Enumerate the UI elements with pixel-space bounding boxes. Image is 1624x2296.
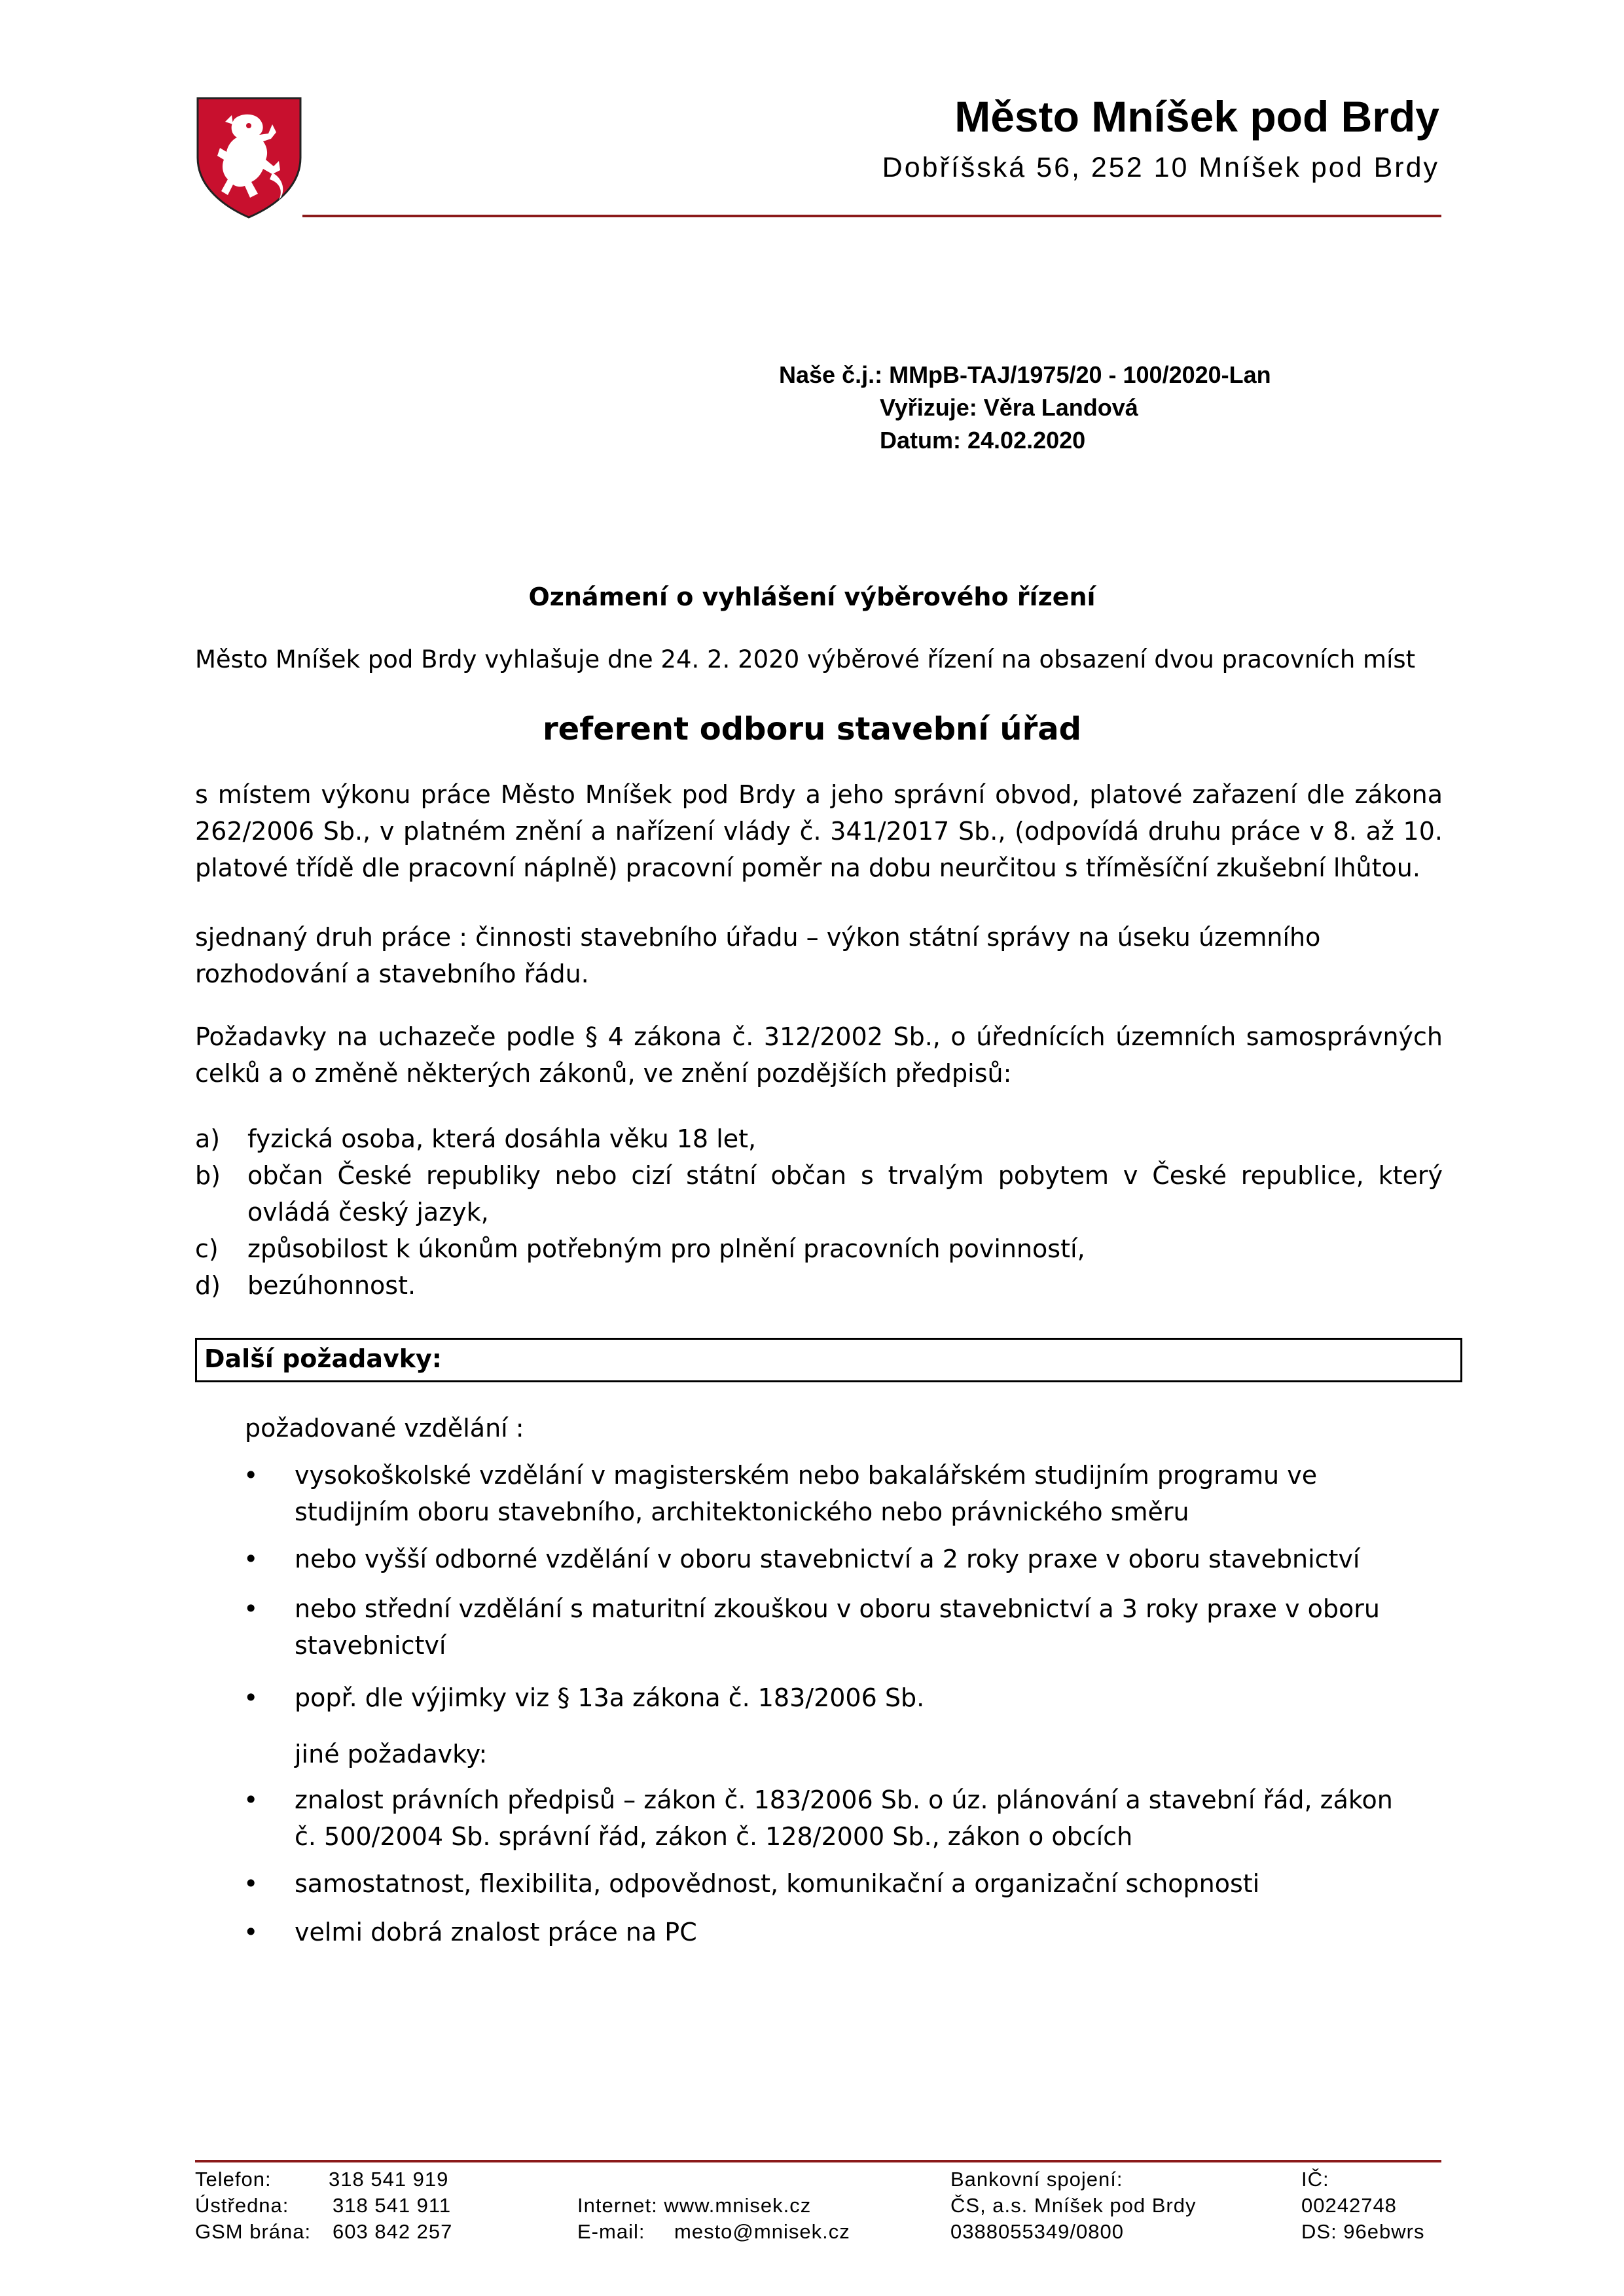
list-text: popř. dle výjimky viz § 13a zákona č. 183/2006 Sb. [295, 1683, 925, 1712]
list-item [195, 1267, 1443, 1304]
org-name: Město Mníšek pod Brdy [954, 92, 1439, 141]
list-item [244, 1679, 1415, 1716]
list-text: fyzická osoba, která dosáhla věku 18 let, [247, 1124, 757, 1153]
notice-title: Oznámení o vyhlášení výběrového řízení [528, 583, 1096, 611]
footer-exchange: 318 541 911 [333, 2194, 452, 2217]
reference-date: Datum: 24.02.2020 [880, 427, 1086, 454]
bullet-icon: • [244, 1918, 259, 1946]
further-requirements-label: Další požadavky: [204, 1344, 442, 1373]
bullet-icon: • [244, 1785, 259, 1814]
bullet-icon: • [244, 1869, 259, 1898]
footer-email: mesto@mnisek.cz [674, 2220, 850, 2243]
list-text: znalost právních předpisů – zákon č. 183/2006 Sb. o úz. plánování a stavební řád, zákon č. 500/2004 Sb. správní řád, zákon č. 128/2000 Sb., zákon o obcích [295, 1785, 1393, 1851]
list-item [244, 1457, 1415, 1530]
bullet-icon: • [244, 1594, 259, 1623]
footer-ds: DS: 96ebwrs [1301, 2220, 1425, 2243]
list-text: nebo střední vzdělání s maturitní zkouškou v oboru stavebnictví a 3 roky praxe v oboru stavebnictví [295, 1594, 1380, 1660]
header-divider [302, 215, 1441, 217]
list-text: nebo vyšší odborné vzdělání v oboru stavebnictví a 2 roky praxe v oboru stavebnictví [295, 1545, 1360, 1573]
paragraph-work-type: sjednaný druh práce : činnosti stavebního úřadu – výkon státní správy na úseku územního rozhodování a stavebního řádu. [195, 923, 1321, 988]
education-label: požadované vzdělání : [245, 1414, 524, 1443]
footer-divider [195, 2160, 1441, 2162]
list-text: bezúhonnost. [247, 1271, 416, 1300]
notice-intro: Město Mníšek pod Brdy vyhlašuje dne 24. 2. 2020 výběrové řízení na obsazení dvou pracovních míst [195, 645, 1416, 673]
footer-ic: 00242748 [1301, 2194, 1397, 2217]
list-item [244, 1782, 1415, 1855]
czech-lion-crest-icon [195, 96, 303, 220]
bullet-icon: • [244, 1461, 259, 1490]
footer-phone: 318 541 919 [329, 2168, 449, 2191]
paragraph-requirements: Požadavky na uchazeče podle § 4 zákona č. 312/2002 Sb., o úřednících územních samosprávných celků a o změně některých zákonů, ve znění pozdějších předpisů: [195, 1022, 1443, 1088]
list-letter: d) [195, 1271, 221, 1300]
footer-internet: Internet: www.mnisek.cz [577, 2194, 812, 2217]
list-item [244, 1914, 1415, 1950]
bullet-icon: • [244, 1683, 259, 1712]
footer-bank-name: ČS, a.s. Mníšek pod Brdy [950, 2194, 1197, 2217]
list-item [195, 1230, 1443, 1267]
footer-exchange-label: Ústředna: [195, 2194, 289, 2217]
footer-bank-account: 0388055349/0800 [950, 2220, 1124, 2243]
list-letter: c) [195, 1234, 219, 1263]
paragraph-terms: s místem výkonu práce Město Mníšek pod Brdy a jeho správní obvod, platové zařazení dle zákona 262/2006 Sb., v platném znění a nařízení vlády č. 341/2017 Sb., (odpovídá druhu práce v 8. až 10. platové třídě dle pracovní náplně) pracovní poměr na dobu neurčitou s tříměsíční zkušební lhůtou. [195, 780, 1443, 882]
list-letter: b) [195, 1161, 221, 1190]
footer-bank-label: Bankovní spojení: [950, 2168, 1123, 2191]
footer-ic-label: IČ: [1301, 2168, 1329, 2191]
footer-gsm: 603 842 257 [333, 2220, 453, 2243]
org-address: Dobříšská 56, 252 10 Mníšek pod Brdy [882, 152, 1439, 183]
list-item [244, 1541, 1415, 1577]
list-text: způsobilost k úkonům potřebným pro plnění pracovních povinností, [247, 1234, 1085, 1263]
requirements-list [195, 1121, 1443, 1304]
bullet-icon: • [244, 1545, 259, 1573]
footer-phone-label: Telefon: [195, 2168, 272, 2191]
list-letter: a) [195, 1124, 221, 1153]
list-item [244, 1865, 1415, 1902]
list-item [244, 1590, 1415, 1664]
position-title: referent odboru stavební úřad [543, 711, 1081, 747]
reference-handler: Vyřizuje: Věra Landová [880, 394, 1138, 421]
list-text: velmi dobrá znalost práce na PC [295, 1918, 697, 1946]
list-text: vysokoškolské vzdělání v magisterském nebo bakalářském studijním programu ve studijním oboru stavebního, architektonického nebo právnického směru [295, 1461, 1318, 1526]
other-requirements-label: jiné požadavky: [295, 1740, 488, 1768]
reference-number: Naše č.j.: MMpB-TAJ/1975/20 - 100/2020-Lan [779, 361, 1271, 388]
footer-email-label: E-mail: [577, 2220, 645, 2243]
list-text: občan České republiky nebo cizí státní občan s trvalým pobytem v České republice, který ovládá český jazyk, [247, 1161, 1443, 1227]
list-item [195, 1121, 1443, 1157]
list-text: samostatnost, flexibilita, odpovědnost, komunikační a organizační schopnosti [295, 1869, 1260, 1898]
footer-gsm-label: GSM brána: [195, 2220, 312, 2243]
list-item [195, 1157, 1443, 1230]
